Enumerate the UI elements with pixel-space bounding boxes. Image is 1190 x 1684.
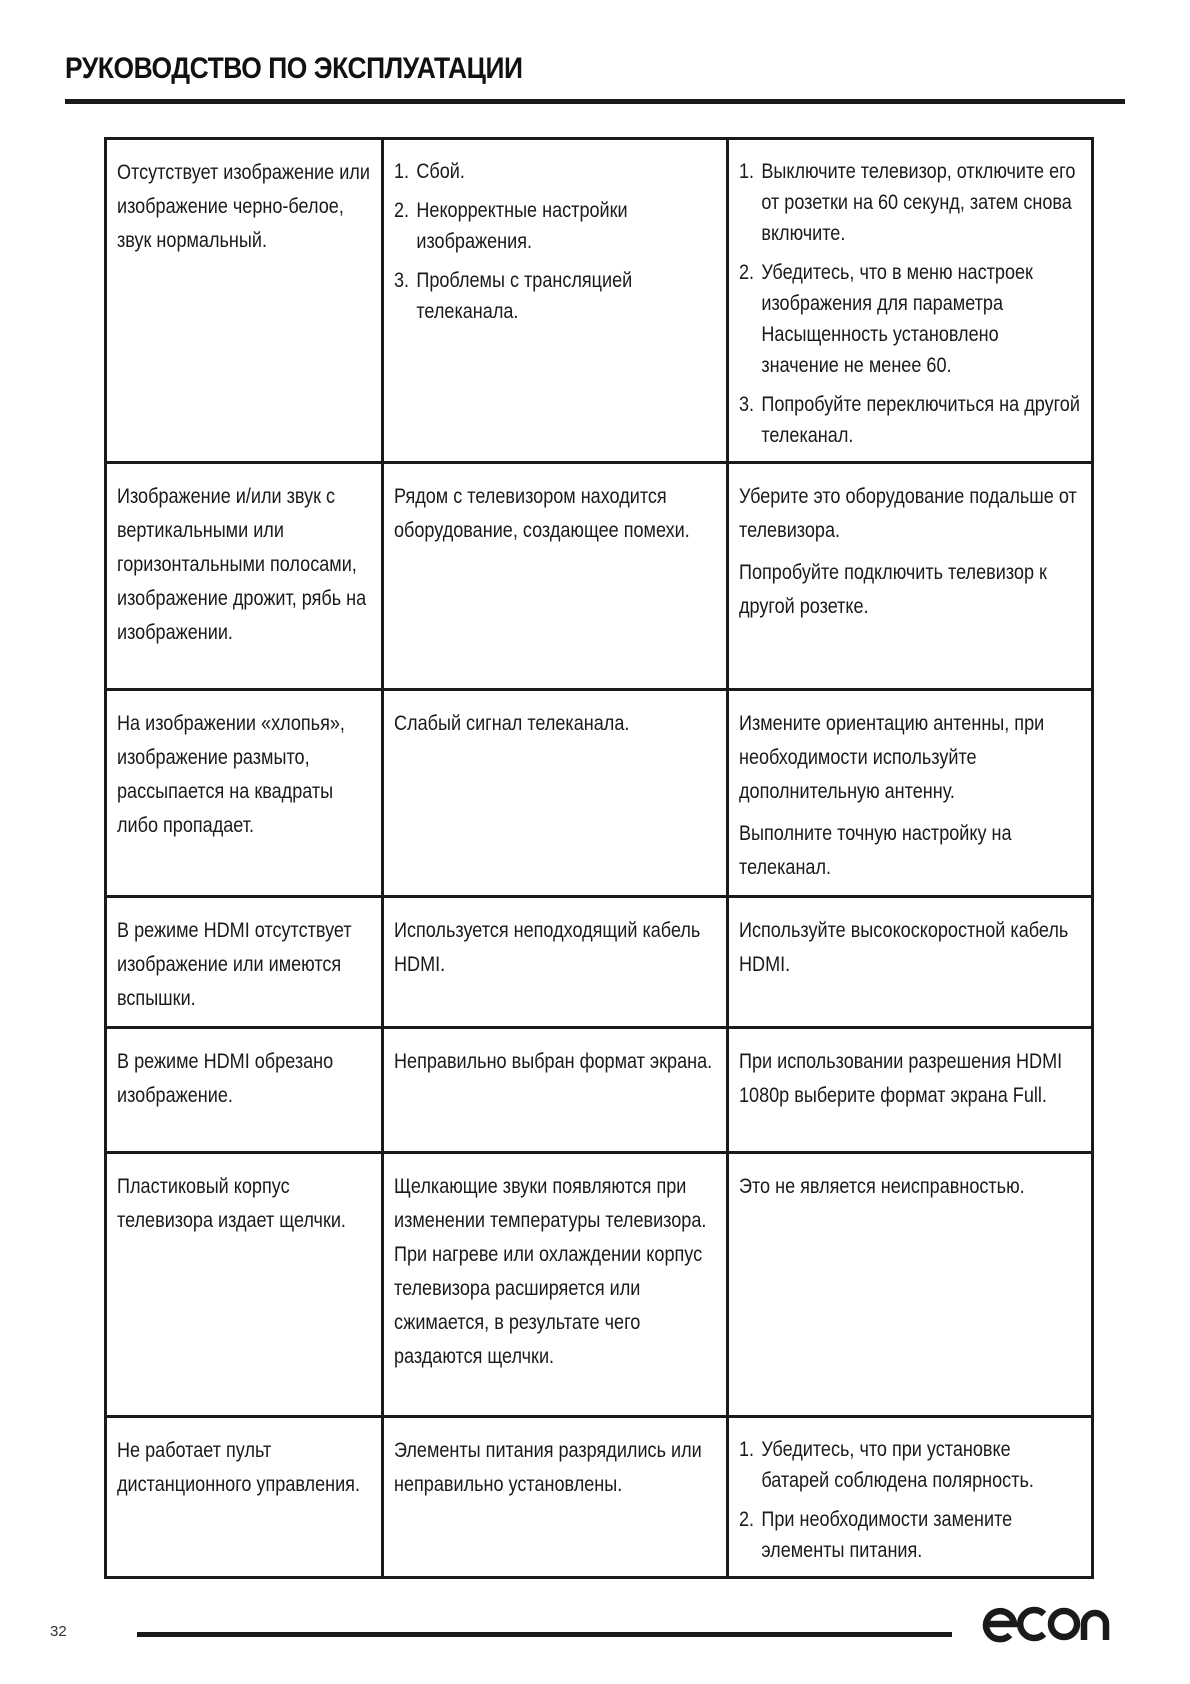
cause-cell (383, 690, 728, 897)
solution-cell (728, 1028, 1093, 1153)
solution-text: Выполните точную настройку на телеканал. (739, 822, 1012, 879)
table-row (106, 690, 1093, 897)
solution-text: Попробуйте подключить телевизор к другой розетке. (739, 561, 1047, 618)
solution-text: Уберите это оборудование подальше от телевизора. (739, 485, 1077, 542)
cause-cell (383, 1417, 728, 1578)
list-item: 2. Убедитесь, что в меню настроек изображения для параметра Насыщенность установлено значение не менее 60. (739, 261, 1033, 377)
problem-text: Отсутствует изображение или изображение черно-белое, звук нормальный. (117, 161, 370, 252)
cause-cell (383, 1153, 728, 1417)
problem-text: Не работает пульт дистанционного управления. (117, 1439, 360, 1496)
list-item: 3. Проблемы с трансляцией телеканала. (394, 269, 633, 323)
cause-text: Используется неподходящий кабель HDMI. (394, 919, 701, 976)
problem-cell (106, 139, 383, 463)
cause-cell (383, 897, 728, 1028)
list-item: 1. Сбой. (394, 160, 465, 183)
problem-cell (106, 1028, 383, 1153)
solution-text: Используйте высокоскоростной кабель HDMI. (739, 919, 1069, 976)
table-row (106, 1028, 1093, 1153)
cause-cell (383, 139, 728, 463)
list-item: 3. Попробуйте переключиться на другой телеканал. (739, 393, 1080, 447)
page-title: РУКОВОДСТВО ПО ЭКСПЛУАТАЦИИ (65, 52, 523, 85)
title-divider (65, 99, 1125, 104)
solution-list (739, 1434, 1080, 1566)
solution-cell (728, 897, 1093, 1028)
cause-text: Щелкающие звуки появляются при изменении температуры телевизора. При нагреве или охлаждении корпус телевизора расширяется или сжимается, в результате чего раздаются щелчки. (394, 1175, 707, 1368)
problem-text: В режиме HDMI отсутствует изображение или имеются вспышки. (117, 919, 352, 1010)
problem-cell (106, 1417, 383, 1578)
problem-text: В режиме HDMI обрезано изображение. (117, 1050, 334, 1107)
list-item: 2. Некорректные настройки изображения. (394, 199, 628, 253)
solution-cell (728, 463, 1093, 690)
cause-text: Рядом с телевизором находится оборудование, создающее помехи. (394, 485, 690, 542)
table-row (106, 463, 1093, 690)
troubleshooting-table (104, 137, 1094, 1579)
problem-text: На изображении «хлопья», изображение размыто, рассыпается на квадраты либо пропадает. (117, 712, 345, 837)
problem-cell (106, 1153, 383, 1417)
solution-list (739, 156, 1080, 451)
footer-divider (137, 1632, 952, 1637)
solution-text: Измените ориентацию антенны, при необходимости используйте дополнительную антенну. (739, 712, 1045, 803)
table-row (106, 1153, 1093, 1417)
problem-cell (106, 463, 383, 690)
problem-text: Изображение и/или звук с вертикальными или горизонтальными полосами, изображение дрожит, рябь на изображении. (117, 485, 367, 644)
table-row (106, 1417, 1093, 1578)
solution-text: При использовании разрешения HDMI 1080p выберите формат экрана Full. (739, 1050, 1063, 1107)
solution-cell (728, 1417, 1093, 1578)
cause-text: Элементы питания разрядились или неправильно установлены. (394, 1439, 702, 1496)
cause-cell (383, 463, 728, 690)
cause-text: Слабый сигнал телеканала. (394, 712, 630, 735)
list-item: 1. Выключите телевизор, отключите его от розетки на 60 секунд, затем снова включите. (739, 160, 1076, 245)
problem-cell (106, 690, 383, 897)
solution-cell (728, 139, 1093, 463)
solution-text: Это не является неисправностью. (739, 1175, 1025, 1198)
table-row (106, 897, 1093, 1028)
list-item: 1. Убедитесь, что при установке батарей соблюдена полярность. (739, 1438, 1034, 1492)
list-item: 2. При необходимости замените элементы питания. (739, 1508, 1013, 1562)
problem-cell (106, 897, 383, 1028)
econ-logo (980, 1600, 1112, 1652)
cause-list (394, 156, 715, 327)
solution-cell (728, 690, 1093, 897)
table-row (106, 139, 1093, 463)
cause-text: Неправильно выбран формат экрана. (394, 1050, 713, 1073)
problem-text: Пластиковый корпус телевизора издает щелчки. (117, 1175, 346, 1232)
solution-cell (728, 1153, 1093, 1417)
page-number: 32 (50, 1623, 67, 1640)
cause-cell (383, 1028, 728, 1153)
